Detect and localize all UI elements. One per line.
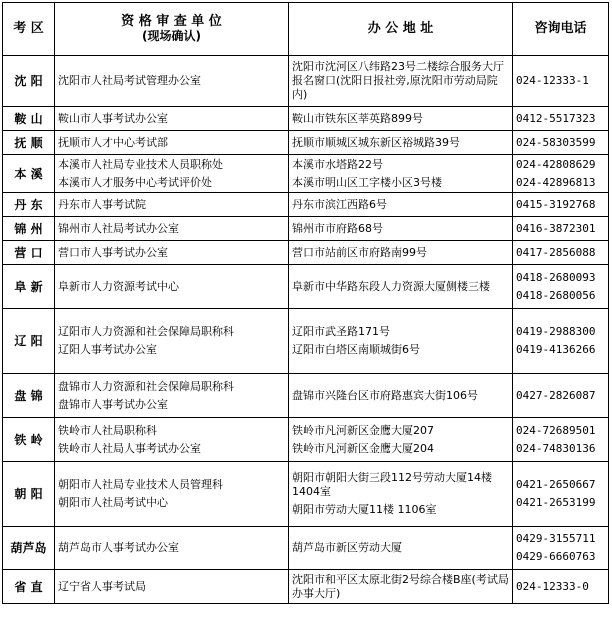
address-cell (289, 527, 513, 570)
address-line: 朝阳市朝阳大街三段112号劳动大厦14楼1404室 (292, 471, 492, 498)
address-line: 辽阳市白塔区南顺城街6号 (292, 343, 420, 356)
phone-cell (513, 217, 609, 241)
phone-cell (513, 241, 609, 265)
phone-line: 0417-2856088 (516, 245, 596, 259)
table-body (3, 56, 609, 604)
unit-cell (55, 374, 289, 418)
unit-line: 抚顺市人才中心考试部 (58, 135, 168, 149)
table-row (3, 265, 609, 309)
phone-cell (513, 155, 609, 193)
phone-cell (513, 309, 609, 374)
phone-line: 0415-3192768 (516, 197, 596, 211)
region-cell: 鞍 山 (3, 107, 55, 131)
header-address: 办 公 地 址 (289, 3, 513, 56)
address-cell (289, 131, 513, 155)
table-row (3, 56, 609, 107)
unit-cell (55, 570, 289, 604)
unit-cell (55, 131, 289, 155)
phone-line: 0421-2650667 (516, 478, 596, 491)
table-row (3, 241, 609, 265)
phone-line: 024-12333-0 (516, 579, 589, 593)
region-cell: 阜 新 (3, 265, 55, 309)
exam-sites-table (2, 2, 609, 604)
unit-line: 辽阳人事考试办公室 (58, 343, 157, 356)
region-cell: 营 口 (3, 241, 55, 265)
phone-line: 0418-2680056 (516, 288, 596, 302)
unit-cell (55, 193, 289, 217)
region-cell: 锦 州 (3, 217, 55, 241)
region-cell: 抚 顺 (3, 131, 55, 155)
unit-line: 盘锦市人力资源和社会保障局职称科 (58, 379, 234, 393)
address-cell (289, 193, 513, 217)
exam-sites-table-container (2, 2, 609, 604)
phone-line: 0429-3155711 (516, 532, 596, 545)
unit-line: 本溪市人才服务中心考试评价处 (58, 175, 212, 189)
header-phone: 咨询电话 (513, 3, 609, 56)
table-row (3, 374, 609, 418)
phone-cell (513, 527, 609, 570)
region-cell: 辽 阳 (3, 309, 55, 374)
unit-cell (55, 265, 289, 309)
unit-line: 朝阳市人社局考试中心 (58, 496, 168, 509)
table-row (3, 107, 609, 131)
phone-line: 024-72689501 (516, 423, 596, 437)
table-row (3, 309, 609, 374)
phone-line: 0418-2680093 (516, 270, 596, 284)
address-line: 阜新市中华路东段人力资源大厦侧楼三楼 (292, 279, 490, 293)
phone-line: 024-12333-1 (516, 74, 589, 87)
table-row (3, 570, 609, 604)
unit-cell (55, 155, 289, 193)
phone-cell (513, 56, 609, 107)
phone-cell (513, 107, 609, 131)
unit-line: 葫芦岛市人事考试办公室 (58, 541, 179, 554)
table-header-row (3, 3, 609, 56)
address-line: 沈阳市沈河区八纬路23号二楼综合服务大厅报名窗口(沈阳日报社旁,原沈阳市劳动局院内) (292, 60, 504, 101)
unit-cell (55, 217, 289, 241)
phone-line: 024-74830136 (516, 441, 596, 455)
table-row (3, 155, 609, 193)
phone-line: 0419-4136266 (516, 343, 596, 356)
address-line: 营口市站前区市府路南99号 (292, 245, 427, 259)
phone-line: 024-42896813 (516, 175, 596, 189)
header-unit-line2: (现场确认) (142, 29, 201, 43)
address-cell (289, 570, 513, 604)
unit-cell (55, 56, 289, 107)
unit-line: 朝阳市人社局专业技术人员管理科 (58, 478, 223, 491)
address-cell (289, 155, 513, 193)
address-cell (289, 107, 513, 131)
table-row (3, 527, 609, 570)
unit-line: 鞍山市人事考试办公室 (58, 111, 168, 125)
unit-line: 铁岭市人社局职称科 (58, 423, 157, 437)
table-row (3, 418, 609, 462)
address-line: 葫芦岛市新区劳动大厦 (292, 541, 402, 554)
unit-line: 营口市人事考试办公室 (58, 245, 168, 259)
phone-cell (513, 418, 609, 462)
phone-cell (513, 570, 609, 604)
table-row (3, 131, 609, 155)
unit-line: 辽阳市人力资源和社会保障局职称科 (58, 325, 234, 338)
table-row (3, 462, 609, 527)
unit-line: 阜新市人力资源考试中心 (58, 279, 179, 293)
region-cell: 葫芦岛 (3, 527, 55, 570)
unit-line: 本溪市人社局专业技术人员职称处 (58, 157, 223, 171)
region-cell: 朝 阳 (3, 462, 55, 527)
phone-line: 0416-3872301 (516, 221, 596, 235)
table-row (3, 193, 609, 217)
address-cell (289, 462, 513, 527)
address-line: 锦州市市府路68号 (292, 221, 383, 235)
address-line: 朝阳市劳动大厦11楼 1106室 (292, 503, 437, 516)
address-cell (289, 265, 513, 309)
address-cell (289, 56, 513, 107)
address-cell (289, 217, 513, 241)
phone-line: 0427-2826087 (516, 388, 596, 402)
region-cell: 丹 东 (3, 193, 55, 217)
unit-cell (55, 418, 289, 462)
unit-line: 丹东市人事考试院 (58, 197, 146, 211)
address-line: 铁岭市凡河新区金鹰大厦204 (292, 441, 434, 455)
unit-cell (55, 107, 289, 131)
address-line: 沈阳市和平区太原北街2号综合楼B座(考试局办事大厅) (292, 572, 509, 600)
header-region: 考 区 (3, 3, 55, 56)
phone-line: 0429-6660763 (516, 550, 596, 563)
phone-line: 024-42808629 (516, 157, 596, 171)
address-line: 本溪市明山区工字楼小区3号楼 (292, 175, 442, 189)
unit-cell (55, 309, 289, 374)
header-unit-line1: 资 格 审 查 单 位 (121, 14, 222, 29)
phone-line: 0421-2653199 (516, 496, 596, 509)
region-cell: 铁 岭 (3, 418, 55, 462)
unit-line: 锦州市人社局考试办公室 (58, 221, 179, 235)
unit-cell (55, 241, 289, 265)
unit-line: 铁岭市人社局人事考试办公室 (58, 441, 201, 455)
unit-cell (55, 462, 289, 527)
unit-line: 辽宁省人事考试局 (58, 579, 146, 593)
unit-cell (55, 527, 289, 570)
address-cell (289, 309, 513, 374)
phone-cell (513, 131, 609, 155)
phone-cell (513, 374, 609, 418)
phone-cell (513, 193, 609, 217)
unit-line: 盘锦市人事考试办公室 (58, 397, 168, 411)
address-line: 本溪市水塔路22号 (292, 157, 383, 171)
address-cell (289, 241, 513, 265)
phone-line: 0419-2988300 (516, 325, 596, 338)
region-cell: 省 直 (3, 570, 55, 604)
address-cell (289, 374, 513, 418)
address-cell (289, 418, 513, 462)
table-row (3, 217, 609, 241)
phone-line: 0412-5517323 (516, 111, 596, 125)
region-cell: 沈 阳 (3, 56, 55, 107)
address-line: 丹东市滨江西路6号 (292, 197, 387, 211)
header-unit (55, 3, 289, 56)
unit-line: 沈阳市人社局考试管理办公室 (58, 74, 201, 87)
address-line: 盘锦市兴隆台区市府路惠宾大街106号 (292, 388, 478, 402)
phone-cell (513, 462, 609, 527)
address-line: 鞍山市铁东区莘英路899号 (292, 111, 423, 125)
address-line: 辽阳市武圣路171号 (292, 325, 390, 338)
address-line: 铁岭市凡河新区金鹰大厦207 (292, 423, 434, 437)
region-cell: 盘 锦 (3, 374, 55, 418)
address-line: 抚顺市顺城区城东新区裕城路39号 (292, 135, 460, 149)
phone-cell (513, 265, 609, 309)
phone-line: 024-58303599 (516, 135, 596, 149)
region-cell: 本 溪 (3, 155, 55, 193)
